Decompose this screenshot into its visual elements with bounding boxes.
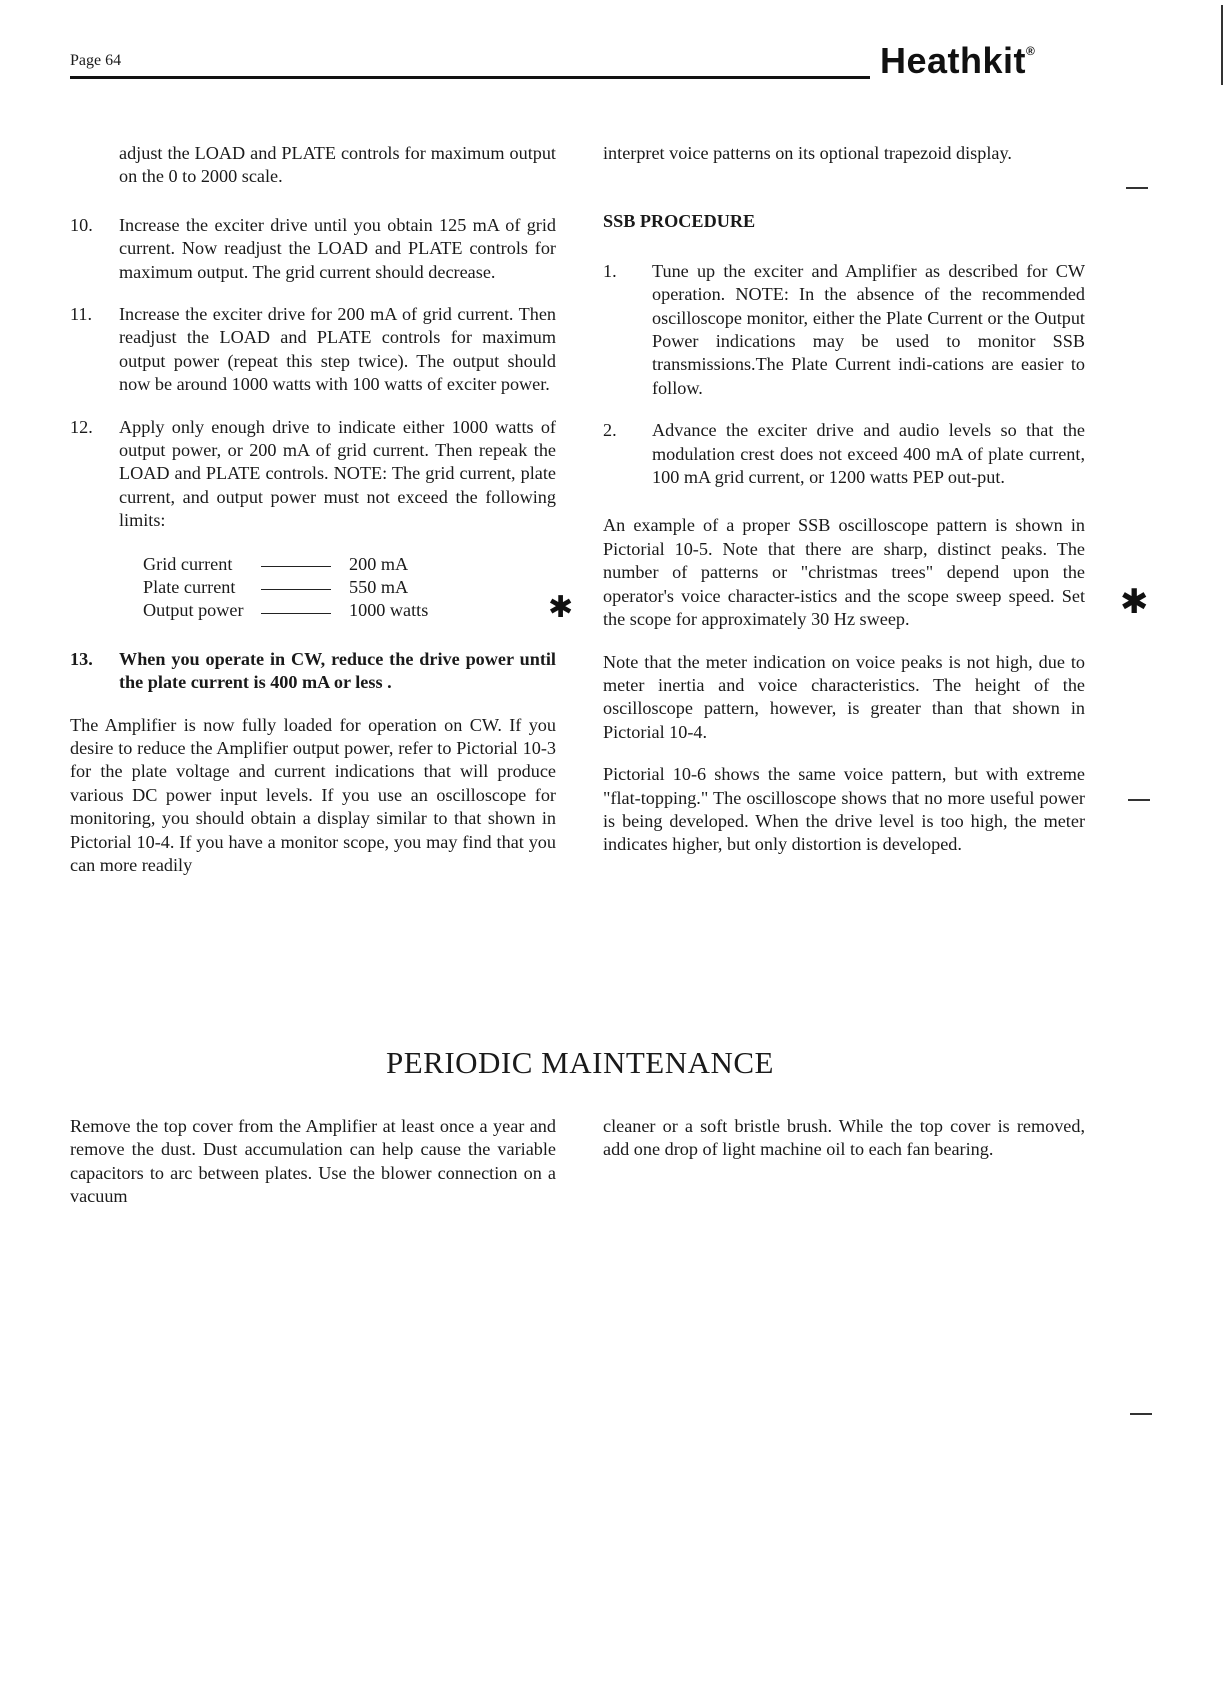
right-column — [603, 142, 1085, 857]
step-number: 12. — [70, 416, 93, 437]
closing-paragraph: The Amplifier is now fully loaded for operation on CW. If you desire to reduce the Amplifier output power, refer to Pictorial 10-3 for the plate voltage and current indications that will produce various DC power input levels. If you use an oscilloscope for monitoring, you should obtain a display similar to that shown in Pictorial 10-4. If you have a monitor scope, you may find that you can more readily — [70, 714, 556, 876]
step-text: Apply only enough drive to indicate either 1000 watts of output power, or 200 mA of grid current. Then repeak the LOAD and PLATE controls. NOTE: The grid current, plate current, and output power must not exceed the following limits: — [119, 416, 556, 531]
step-number: 13. — [70, 648, 93, 669]
step-number: 10. — [70, 214, 93, 235]
leader-line — [261, 613, 331, 614]
limit-value: 1000 watts — [349, 600, 429, 621]
leader-line — [261, 566, 331, 567]
step-11 — [70, 303, 556, 397]
step-text: Advance the exciter drive and audio levels so that the modulation crest does not exceed 400 mA of plate current, 100 mA grid current, or 1200 watts PEP out-put. — [652, 420, 1085, 488]
step-text: Increase the exciter drive for 200 mA of grid current. Then readjust the LOAD and PLATE controls for maximum output power (repeat this step twice). The output should now be around 1000 watts with 100 watts of exciter power. — [119, 304, 556, 395]
edge-mark — [1221, 5, 1223, 85]
step-text: Increase the exciter drive until you obtain 125 mA of grid current. Now readjust the LOAD and PLATE controls for maximum output. The grid current should decrease. — [119, 214, 556, 282]
intro-paragraph: adjust the LOAD and PLATE controls for maximum output on the 0 to 2000 scale. — [119, 143, 556, 187]
limit-label: Output power — [143, 600, 244, 621]
step-number: 1. — [603, 260, 617, 281]
limit-value: 200 mA — [349, 553, 409, 574]
step-text: Tune up the exciter and Amplifier as described for CW operation. NOTE: In the absence of the recommended oscilloscope monitor, either the Plate Current or the Output Power indications may be used to monitor SSB transmissions.The Plate Current indi-cations are easier to follow. — [652, 260, 1085, 398]
step-10 — [70, 214, 556, 284]
paragraph: Note that the meter indication on voice peaks is not high, due to meter inertia and voice characteristics. The height of the oscilloscope pattern, however, is greater than that shown in Pictorial 10-4. — [603, 651, 1085, 742]
maintenance-right-column: cleaner or a soft bristle brush. While the top cover is removed, add one drop of light machine oil to each fan bearing. — [603, 1116, 1085, 1160]
section-title: PERIODIC MAINTENANCE — [385, 1045, 774, 1080]
limit-row — [143, 553, 556, 576]
margin-dash-mark — [1130, 1413, 1152, 1415]
header-rule — [70, 76, 870, 79]
section-heading: SSB PROCEDURE — [603, 211, 756, 232]
step-text: When you operate in CW, reduce the drive power until the plate current is 400 mA or less . — [119, 648, 556, 693]
paragraph: Pictorial 10-6 shows the same voice pattern, but with extreme "flat-topping." The oscilloscope shows that no more useful power is being developed. When the drive level is too high, the meter indicates higher, but only distortion is developed. — [603, 764, 1085, 855]
limits-table — [143, 553, 556, 623]
limit-label: Plate current — [143, 577, 236, 598]
asterisk-mark-icon: ✱ — [1120, 582, 1149, 622]
paragraph: An example of a proper SSB oscilloscope pattern is shown in Pictorial 10-5. Note that there are sharp, distinct peaks. The number of patterns or "christmas trees" depend upon the operator's voice character-istics and the scope sweep speed. Set the scope for approximately 30 Hz sweep. — [603, 515, 1085, 630]
asterisk-mark-icon: ✱ — [548, 590, 574, 625]
brand-logo — [880, 40, 1035, 82]
margin-dash-mark — [1126, 187, 1148, 189]
page-number: Page 64 — [70, 52, 122, 69]
limit-label: Grid current — [143, 553, 233, 574]
margin-dash-mark — [1128, 799, 1150, 801]
ssb-step-2 — [603, 419, 1085, 489]
step-number: 2. — [603, 420, 617, 441]
limit-row — [143, 576, 556, 599]
continuation-paragraph: interpret voice patterns on its optional trapezoid display. — [603, 143, 1012, 163]
limit-value: 550 mA — [349, 577, 409, 598]
leader-line — [261, 589, 331, 590]
brand-name: Heathkit — [880, 40, 1027, 81]
limit-row — [143, 599, 556, 622]
maintenance-left-column: Remove the top cover from the Amplifier at least once a year and remove the dust. Dust accumulation can help cause the variable capacitors to arc between plates. Use the blower connection on a vacuum — [70, 1116, 556, 1207]
left-column — [70, 142, 556, 878]
step-13 — [70, 648, 556, 695]
step-12 — [70, 416, 556, 533]
step-number: 11. — [70, 304, 93, 325]
ssb-step-1 — [603, 260, 1085, 400]
registered-mark: ® — [1026, 44, 1036, 58]
